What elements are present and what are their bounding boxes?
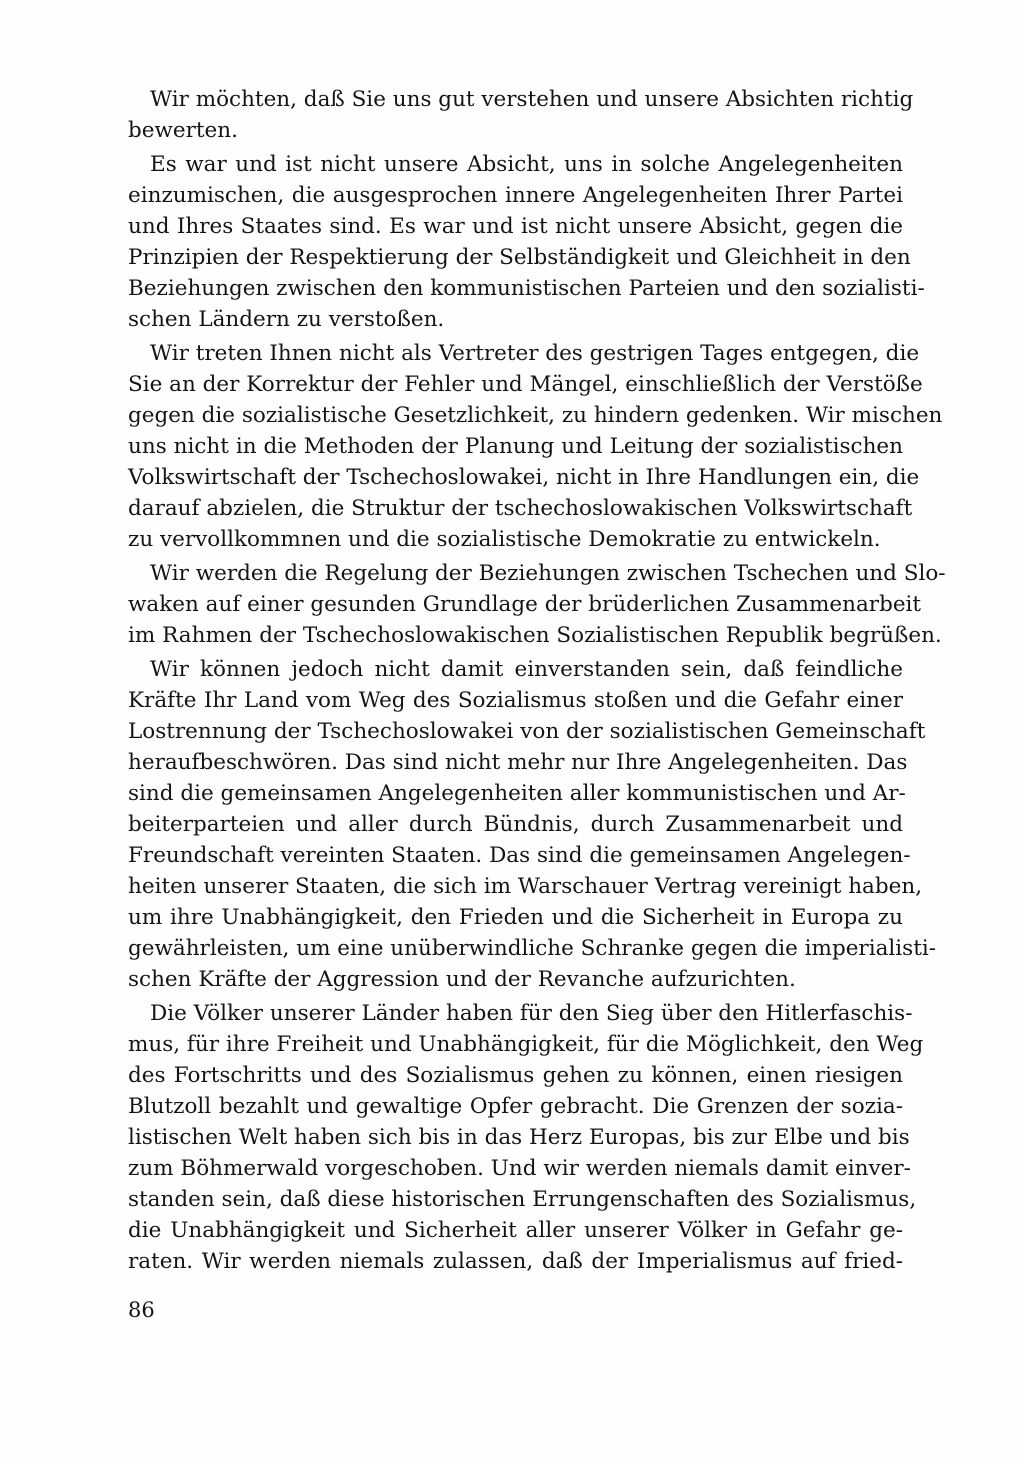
text-line: beiterparteien und aller durch Bündnis, durch Zusammenarbeit und: [128, 812, 903, 837]
text-line: und Ihres Staates sind. Es war und ist nicht unsere Absicht, gegen die: [128, 214, 903, 239]
text-line: darauf abzielen, die Struktur der tschechoslowakischen Volkswirtschaft: [128, 496, 913, 521]
text-line: Wir möchten, daß Sie uns gut verstehen und unsere Absichten richtig: [150, 87, 914, 112]
text-line: um ihre Unabhängigkeit, den Frieden und die Sicherheit in Europa zu: [128, 905, 903, 930]
paragraph: [128, 654, 936, 995]
text-line: listischen Welt haben sich bis in das Herz Europas, bis zur Elbe und bis: [128, 1125, 910, 1150]
text-line: heraufbeschwören. Das sind nicht mehr nur Ihre Angelegenheiten. Das: [128, 750, 908, 775]
page-number: 86: [128, 1298, 155, 1322]
text-line: zum Böhmerwald vorgeschoben. Und wir werden niemals damit einver-: [128, 1156, 911, 1181]
text-line: raten. Wir werden niemals zulassen, daß der Imperialismus auf fried-: [128, 1249, 903, 1274]
text-line: schen Ländern zu verstoßen.: [128, 307, 445, 332]
text-line: des Fortschritts und des Sozialismus gehen zu können, einen riesigen: [128, 1063, 903, 1088]
paragraph: [128, 84, 914, 146]
paragraph: [128, 338, 943, 555]
text-line: gewährleisten, um eine unüberwindliche Schranke gegen die imperialisti-: [128, 936, 936, 961]
text-line: Blutzoll bezahlt und gewaltige Opfer gebracht. Die Grenzen der sozia-: [128, 1094, 903, 1119]
paragraph: [128, 998, 924, 1277]
text-line: Kräfte Ihr Land vom Weg des Sozialismus stoßen und die Gefahr einer: [128, 688, 903, 713]
body-text: [128, 84, 946, 1280]
text-line: im Rahmen der Tschechoslowakischen Sozialistischen Republik begrüßen.: [128, 623, 942, 648]
text-line: Lostrennung der Tschechoslowakei von der sozialistischen Gemeinschaft: [128, 719, 926, 744]
text-line: Freundschaft vereinten Staaten. Das sind die gemeinsamen Angelegen-: [128, 843, 911, 868]
text-line: sind die gemeinsamen Angelegenheiten aller kommunistischen und Ar-: [128, 781, 906, 806]
text-line: standen sein, daß diese historischen Errungenschaften des Sozialismus,: [128, 1187, 917, 1212]
text-line: zu vervollkommnen und die sozialistische Demokratie zu entwickeln.: [128, 527, 881, 552]
text-line: bewerten.: [128, 118, 238, 143]
text-line: mus, für ihre Freiheit und Unabhängigkeit, für die Möglichkeit, den Weg: [128, 1032, 924, 1057]
text-line: einzumischen, die ausgesprochen innere Angelegenheiten Ihrer Partei: [128, 183, 903, 208]
text-line: die Unabhängigkeit und Sicherheit aller unserer Völker in Gefahr ge-: [128, 1218, 903, 1243]
text-line: Wir treten Ihnen nicht als Vertreter des gestrigen Tages entgegen, die: [150, 341, 920, 366]
paragraph: [128, 149, 925, 335]
text-line: Sie an der Korrektur der Fehler und Mängel, einschließlich der Verstöße: [128, 372, 923, 397]
text-line: Prinzipien der Respektierung der Selbständigkeit und Gleichheit in den: [128, 245, 911, 270]
text-line: schen Kräfte der Aggression und der Revanche aufzurichten.: [128, 967, 796, 992]
text-line: Beziehungen zwischen den kommunistischen Parteien und den sozialisti-: [128, 276, 925, 301]
text-line: uns nicht in die Methoden der Planung und Leitung der sozialistischen: [128, 434, 903, 459]
text-line: Es war und ist nicht unsere Absicht, uns in solche Angelegenheiten: [150, 152, 903, 177]
text-line: Volkswirtschaft der Tschechoslowakei, nicht in Ihre Handlungen ein, die: [128, 465, 920, 490]
text-line: Die Völker unserer Länder haben für den Sieg über den Hitlerfaschis-: [150, 1001, 913, 1026]
text-line: Wir werden die Regelung der Beziehungen zwischen Tschechen und Slo-: [150, 561, 946, 586]
paragraph: [128, 558, 946, 651]
text-line: Wir können jedoch nicht damit einverstanden sein, daß feindliche: [150, 657, 903, 682]
text-line: heiten unserer Staaten, die sich im Warschauer Vertrag vereinigt haben,: [128, 874, 923, 899]
text-line: gegen die sozialistische Gesetzlichkeit, zu hindern gedenken. Wir mischen: [128, 403, 943, 428]
text-line: waken auf einer gesunden Grundlage der brüderlichen Zusammenarbeit: [128, 592, 922, 617]
